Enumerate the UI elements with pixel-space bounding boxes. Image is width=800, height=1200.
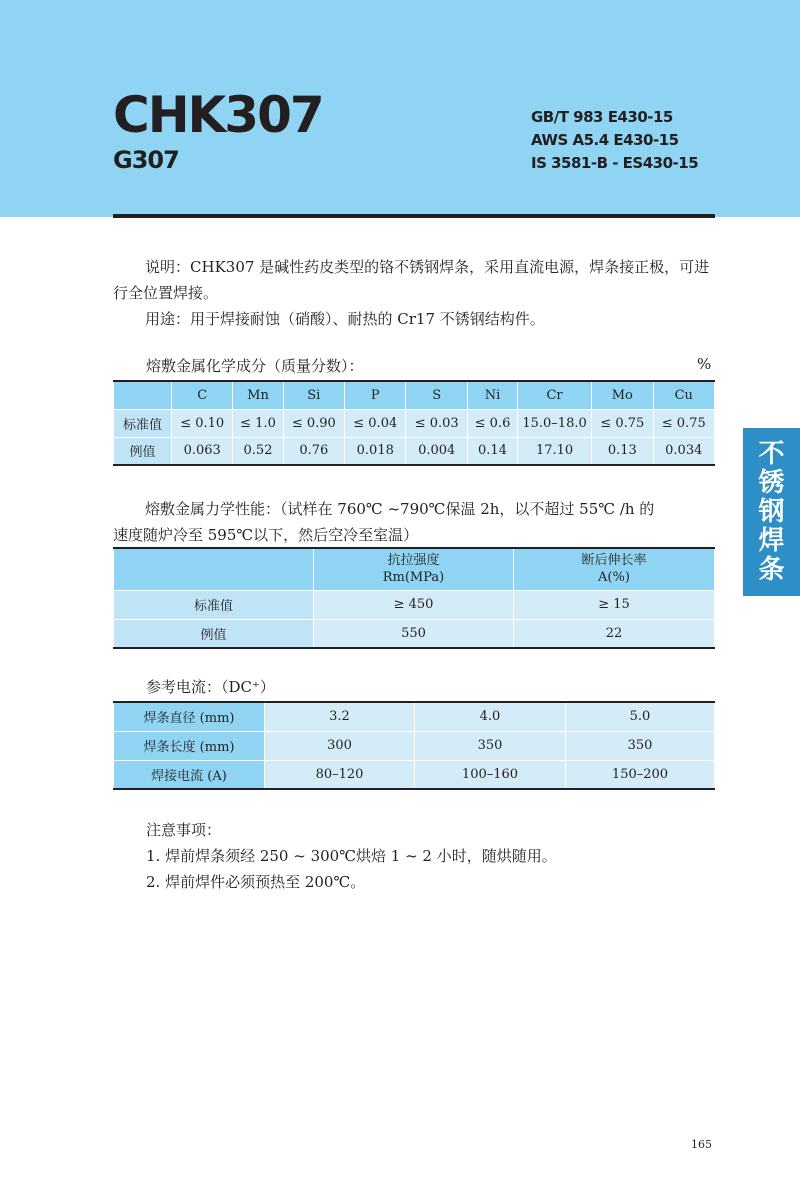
table-cell: 0.034 [653,437,714,465]
header-cell: P [345,381,406,409]
usage-paragraph [113,306,715,332]
table-cell: 350 [566,731,715,760]
header-cell-line: 断后伸长率 [581,553,647,569]
table-row [114,760,715,789]
side-tab-char: 条 [758,555,785,585]
mechanical-properties-table [113,547,715,649]
table-row [114,731,715,760]
table-cell: 0.018 [345,437,406,465]
usage-label: 用途： [145,310,191,328]
page-number: 165 [691,1138,712,1151]
header-rule [113,214,715,218]
header-cell-empty [114,548,314,590]
row-header-cell: 标准值 [114,409,172,437]
table-header-row [114,548,715,590]
table-cell: 0.004 [406,437,467,465]
note-item: 1. 焊前焊条须经 250 ~ 300℃烘焙 1 ~ 2 小时，随烘随用。 [146,847,557,865]
table-row [114,437,715,465]
header-cell [314,548,514,590]
table-cell: ≤ 0.10 [172,409,233,437]
row-header-cell: 焊条直径 (mm) [114,702,265,731]
mech-title-condition-line2: 速度随炉冷至 595℃以下，然后空冷至室温） [113,526,419,544]
current-title-label: 参考电流： [146,678,222,696]
current-title-suffix: （DC⁺） [221,678,275,696]
side-tab-char: 焊 [758,526,785,556]
table-cell: ≤ 0.03 [406,409,467,437]
row-header-cell: 焊条长度 (mm) [114,731,265,760]
row-header-cell: 焊接电流 (A) [114,760,265,789]
table-cell: 150–200 [566,760,715,789]
side-tab-char: 钢 [758,497,785,527]
table-row [114,702,715,731]
header-cell: Cu [653,381,714,409]
table-cell: ≤ 1.0 [233,409,283,437]
standards-list [531,106,698,175]
chem-composition-table [113,380,715,466]
description-text: CHK307 是碱性药皮类型的铬不锈钢焊条，采用直流电源，焊条接正极，可进行全位置焊接。 [113,258,710,302]
section-side-tab [743,428,800,596]
usage-text: 用于焊接耐蚀（硝酸）、耐热的 Cr17 不锈钢结构件。 [190,310,545,328]
header-cell: C [172,381,233,409]
table-cell: 5.0 [566,702,715,731]
mech-title-label: 熔敷金属力学性能： [145,500,281,518]
header-cell: Cr [518,381,592,409]
standard-aws: AWS A5.4 E430-15 [531,131,679,149]
table-cell: 15.0–18.0 [518,409,592,437]
mech-title-condition: （试样在 760℃ ~790℃保温 2h，以不超过 55℃ /h 的 [280,500,655,518]
table-cell: 0.76 [283,437,344,465]
table-row [114,619,715,648]
reference-current-table [113,701,715,790]
chem-unit: % [697,355,712,373]
header-cell [514,548,715,590]
table-row [114,590,715,619]
notes-section [146,817,557,895]
table-cell: 0.13 [592,437,653,465]
table-cell: ≤ 0.75 [592,409,653,437]
header-cell: Ni [467,381,517,409]
side-tab-char: 不 [758,439,785,469]
table-cell: 3.2 [265,702,415,731]
product-title: CHK307 [113,86,323,144]
table-row [114,409,715,437]
standard-is: IS 3581-B - ES430-15 [531,154,699,172]
side-tab-char: 锈 [758,468,785,498]
note-item: 2. 焊前焊件必须预热至 200℃。 [146,873,366,891]
chem-table-title: 熔敷金属化学成分（质量分数）： [146,357,364,375]
header-cell-line: A(%) [598,570,630,586]
header-cell: Si [283,381,344,409]
table-cell: 550 [314,619,514,648]
row-header-cell: 例值 [114,437,172,465]
header-cell [114,381,172,409]
header-cell-line: Rm(MPa) [382,570,445,586]
table-header-row [114,381,715,409]
table-cell: ≤ 0.6 [467,409,517,437]
description-label: 说明： [145,258,191,276]
table-cell: 80–120 [265,760,415,789]
product-subtitle: G307 [113,146,179,174]
row-header-cell: 例值 [114,619,314,648]
mech-section-title [113,496,715,548]
header-cell-line: 抗拉强度 [387,553,440,569]
table-cell: 22 [514,619,715,648]
table-cell: 350 [415,731,566,760]
header-cell: Mo [592,381,653,409]
table-cell: ≤ 0.90 [283,409,344,437]
table-cell: 17.10 [518,437,592,465]
table-cell: ≥ 15 [514,590,715,619]
standard-gb: GB/T 983 E430-15 [531,108,673,126]
table-cell: 0.14 [467,437,517,465]
table-cell: ≥ 450 [314,590,514,619]
table-cell: 300 [265,731,415,760]
table-cell: ≤ 0.75 [653,409,714,437]
description-paragraph [113,254,715,306]
header-cell: Mn [233,381,283,409]
row-header-cell: 标准值 [114,590,314,619]
table-cell: 0.063 [172,437,233,465]
header-cell: S [406,381,467,409]
notes-title: 注意事项： [146,821,222,839]
table-cell: 4.0 [415,702,566,731]
table-cell: 100–160 [415,760,566,789]
table-cell: ≤ 0.04 [345,409,406,437]
current-section-title [146,676,275,697]
table-cell: 0.52 [233,437,283,465]
